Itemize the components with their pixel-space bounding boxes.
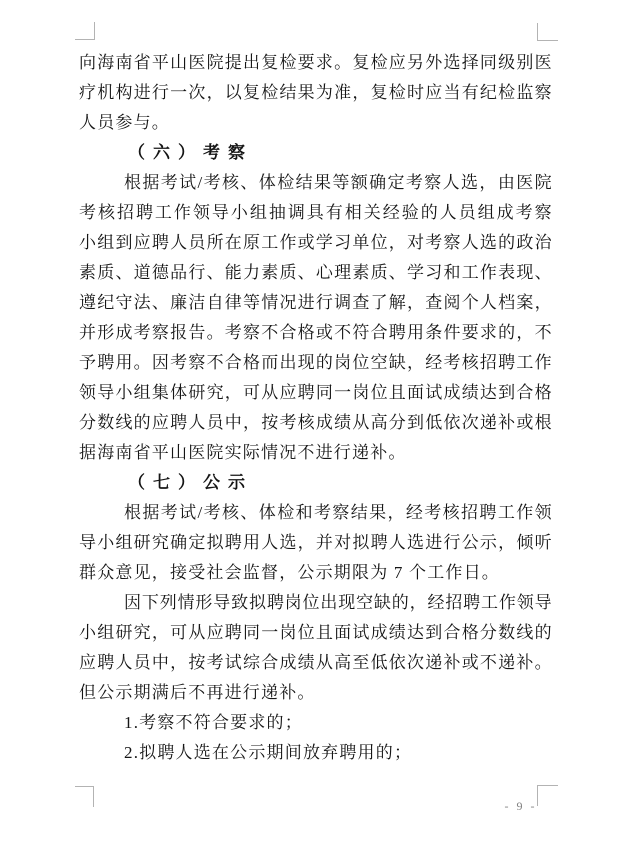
page-number: - 9 - <box>504 799 537 813</box>
text-line: 素质、道德品行、能力素质、心理素质、学习和工作表现、 <box>79 263 552 282</box>
text-line: 据海南省平山医院实际情况不进行递补。 <box>79 443 407 462</box>
text-line: 人员参与。 <box>79 113 170 132</box>
text-boundary-mark-top-left <box>75 22 95 40</box>
document-body <box>79 48 552 768</box>
text-line: 遵纪守法、廉洁自律等情况进行调查了解，查阅个人档案， <box>79 293 552 312</box>
text-line: 小组研究，可从应聘同一岗位且面试成绩达到合格分数线的 <box>79 623 552 642</box>
text-line: 领导小组集体研究，可从应聘同一岗位且面试成绩达到合格 <box>79 383 552 402</box>
text-line: 2.拟聘人选在公示期间放弃聘用的； <box>124 743 413 762</box>
text-boundary-mark-top-right <box>537 23 558 41</box>
text-line: 疗机构进行一次，以复检结果为准，复检时应当有纪检监察 <box>79 83 552 102</box>
text-line: 应聘人员中，按考试综合成绩从高至低依次递补或不递补。 <box>79 653 552 672</box>
text-line: 小组到应聘人员所在原工作或学习单位，对考察人选的政治 <box>79 233 552 252</box>
text-line: 并形成考察报告。考察不合格或不符合聘用条件要求的，不 <box>79 323 552 342</box>
text-boundary-mark-bottom-right <box>537 785 558 806</box>
text-line: 因下列情形导致拟聘岗位出现空缺的，经招聘工作领导 <box>124 593 552 612</box>
text-line: 但公示期满后不再进行递补。 <box>79 683 316 702</box>
section-heading: （七）公示 <box>128 473 253 492</box>
text-line: 1.考察不符合要求的； <box>124 713 303 732</box>
text-line: 导小组研究确定拟聘用人选，并对拟聘人选进行公示，倾听 <box>79 533 552 552</box>
text-line: 根据考试/考核、体检结果等额确定考察人选，由医院 <box>124 173 552 192</box>
section-heading: （六）考察 <box>128 143 253 162</box>
text-line: 根据考试/考核、体检和考察结果，经考核招聘工作领 <box>124 503 552 522</box>
text-line: 分数线的应聘人员中，按考核成绩从高分到低依次递补或根 <box>79 413 552 432</box>
text-line: 予聘用。因考察不合格而出现的岗位空缺，经考核招聘工作 <box>79 353 552 372</box>
text-line: 向海南省平山医院提出复检要求。复检应另外选择同级别医 <box>79 53 552 72</box>
text-line: 考核招聘工作领导小组抽调具有相关经验的人员组成考察 <box>79 203 552 222</box>
text-line: 群众意见，接受社会监督，公示期限为 7 个工作日。 <box>79 563 500 582</box>
